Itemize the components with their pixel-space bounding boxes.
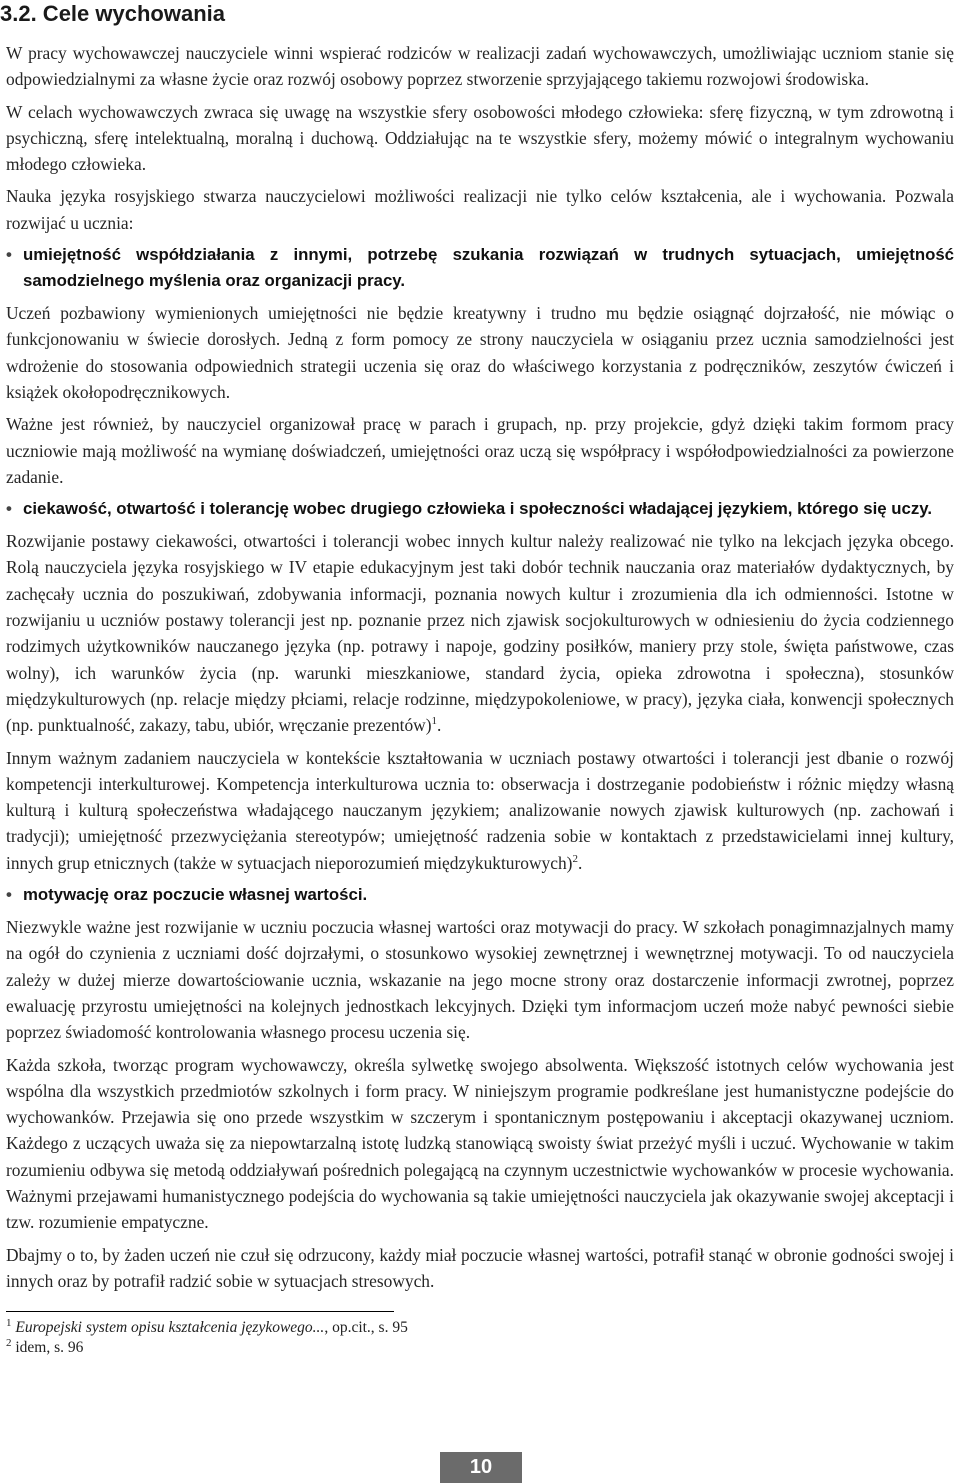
paragraph: W pracy wychowawczej nauczyciele winni wspierać rodziców w realizacji zadań wychowawczych, umożliwiając uczniom stanie się odpowiedzialnymi za własne życie oraz rozwój osobowy poprzez stworzenie sprzyjającego takiemu rozwojowi środowiska. — [6, 43, 954, 90]
bullet-item — [6, 242, 954, 294]
paragraph: Uczeń pozbawiony wymienionych umiejętności nie będzie kreatywny i trudno mu będzie osiągnąć dojrzałość, nie mówiąc o funkcjonowaniu w świecie dorosłych. Jedną z form pomocy ze strony nauczyciela w osiąganiu przez ucznia samodzielności jest wdrożenie do stosowania odpowiednich strategii uczenia się oraz do właściwego korzystania z podręczników, zeszytów ćwiczeń i książek okołopodręcznikowych. — [6, 303, 954, 402]
bullet-icon: • — [6, 885, 12, 905]
paragraph: Rozwijanie postawy ciekawości, otwartości i tolerancji wobec innych kultur należy realizować nie tylko na lekcjach języka obcego. Rolą nauczyciela języka rosyjskiego w IV etapie edukacyjnym jest taki dobór technik nauczania oraz materiałów dydaktycznych, by zachęcały ucznia do poszukiwań, zdobywania informacji, poznania nowych kultur i zrozumienia dla ich odmienności. Istotne w rozwijaniu u uczniów postawy tolerancji jest np. poznanie przez nich zjawisk socjokulturowych w odniesieniu do życia codziennego rodzimych użytkowników nauczanego języka (np. potrawy i napoje, godziny posiłków, maniery przy stole, święta państwowe, czas wolny), ich warunków życia (np. warunki mieszkaniowe, standard życia, opieka zdrowotna i społeczna), stosunków międzykulturowych (np. relacje między płciami, relacje rodzinne, międzypokoleniowe, w pracy), języka ciała, konwencji społecznych (np. punktualność, zakazy, tabu, ubiór, wręczanie prezentów)$^1$. — [6, 531, 954, 736]
footnote-number: 2 — [6, 1337, 12, 1350]
paragraph: W celach wychowawczych zwraca się uwagę na wszystkie sfery osobowości młodego człowieka: sferę fizyczną, w tym zdrowotną i psychiczną, sferę intelektualną, moralną i duchową. Oddziałując na te wszystkie sfery, możemy mówić o integralnym wychowaniu młodego człowieka. — [6, 101, 954, 175]
bullet-text: ciekawość, otwartość i tolerancję wobec drugiego człowieka i społeczności władającej językiem, którego się uczy. — [23, 499, 933, 519]
footnote-text: idem, s. 96 — [15, 1339, 84, 1357]
footnote-number: 1 — [6, 1317, 12, 1330]
paragraph: Ważne jest również, by nauczyciel organizował pracę w parach i grupach, np. przy projekcie, gdyż dzięki takim formom pracy uczniowie mają możliwość na wymianę doświadczeń, umiejętności oraz uczą się współpracy i współodpowiedzialności za powierzone zadanie. — [6, 414, 954, 487]
paragraph: Nauka języka rosyjskiego stwarza nauczycielowi możliwości realizacji nie tylko celów kształcenia, ale i wychowania. Pozwala rozwijać u ucznia: — [6, 186, 954, 233]
footnote-ref[interactable]: 1 — [431, 715, 438, 728]
section-heading: 3.2. Cele wychowania — [0, 1, 225, 26]
footnote-divider — [6, 1311, 394, 1312]
footnote — [6, 1318, 954, 1338]
footnote-title: Europejski system opisu kształcenia językowego... — [15, 1319, 325, 1337]
footnote-ref[interactable]: 2 — [572, 852, 578, 865]
page-number: 10 — [440, 1452, 522, 1483]
paragraph: Dbajmy o to, by żaden uczeń nie czuł się odrzucony, każdy miał poczucie własnej wartości, potrafił stanąć w obronie godności swojej i innych oraz by potrafił radzić sobie w sytuacjach stresowych. — [6, 1244, 954, 1291]
paragraph-text: Innym ważnym zadaniem nauczyciela w kontekście kształtowania w uczniach postawy otwartości i tolerancji jest dbanie o rozwój kompetencji interkulturowej. Kompetencja interkulturowa ucznia to: obserwacja i dostrzeganie podobieństw i różnic między własną kulturą i kulturą społeczeństwa władającego nauczanym językiem; analizowanie nowych zjawisk kulturowych (np. zachowań i tradycji); umiejętność przezwyciężania stereotypów; umiejętność radzenia sobie w kontaktach z przedstawicielami innej kultury, innych grup etnicznych (także w sytuacjach nieporozumień międzykukturowych) — [6, 747, 954, 873]
bullet-icon: • — [6, 499, 12, 519]
footnote — [6, 1338, 954, 1358]
bullet-text: umiejętność współdziałania z innymi, potrzebę szukania rozwiązań w trudnych sytuacjach, umiejętność samodzielnego myślenia oraz organizacji pracy. — [23, 245, 954, 291]
bullet-item — [6, 496, 954, 522]
paragraph: Każda szkoła, tworząc program wychowawczy, określa sylwetkę swojego absolwenta. Większość istotnych celów wychowania jest wspólna dla wszystkich przedmiotów szkolnych i form pracy. W niniejszym programie podkreślane jest humanistyczne podejście do wychowanków. Przejawia się ono przede wszystkim w szczerym i spontanicznym postępowaniu i akceptacji okazywanej uczniom. Każdego z uczących uważa się za niepowtarzalną istotę ludzką stanowiącą swoisty świat przeżyć myśli i uczuć. Wychowanie w takim rozumieniu odbywa się metodą oddziaływań pośrednich polegającą na czynnym uczestnictwie wychowanków w procesie wychowania. Ważnymi przejawami humanistycznego podejścia do wychowania są takie umiejętności nauczyciela jak okazywanie swojej akceptacji i tzw. rozumienie empatyczne. — [6, 1054, 954, 1233]
paragraph-text: Rozwijanie postawy ciekawości, otwartości i tolerancji wobec innych kultur należy realizować nie tylko na lekcjach języka obcego. Rolą nauczyciela języka rosyjskiego w IV etapie edukacyjnym jest taki dobór technik nauczania oraz materiałów dydaktycznych, by zachęcały ucznia do poszukiwań, zdobywania informacji, poznania nowych kultur i zrozumienia dla ich odmienności. Istotne w rozwijaniu u uczniów postawy tolerancji jest np. poznanie przez nich zjawisk socjokulturowych w odniesieniu do życia codziennego rodzimych użytkowników nauczanego języka (np. potrawy i napoje, godziny posiłków, maniery przy stole, święta państwowe, czas wolny), ich warunków życia (np. warunki mieszkaniowe, standard życia, opieka zdrowotna i społeczna), stosunków międzykulturowych (np. relacje między płciami, relacje rodzinne, międzypokoleniowe, w pracy), języka ciała, konwencji społecznych (np. punktualność, zakazy, tabu, ubiór, wręczanie prezentów) — [6, 531, 954, 736]
paragraph: Niezwykle ważne jest rozwijanie w uczniu poczucia własnej wartości oraz motywacji do pracy. W szkołach ponagimnazjalnych mamy na ogół do czynienia z uczniami dość dojrzałymi, o stosunkowo wysokiej zewnętrznej i wewnętrznej motywacji. To od nauczyciela zależy w dużej mierze dowartościowanie ucznia, wskazanie na jego mocne strony oraz dostarczenie informacji zwrotnej, poprzez ewaluację przyrostu umiejętności na kolejnych jednostkach lekcyjnych. Dzięki tym informacjom uczeń może nabyć pewności siebie poprzez świadomość kontrolowania własnego procesu uczenia się. — [6, 917, 954, 1043]
bullet-item — [6, 882, 954, 908]
body-text — [6, 40, 954, 1358]
footnote-text: , op.cit., s. 95 — [324, 1319, 408, 1337]
bullet-icon: • — [6, 245, 12, 265]
paragraph: Innym ważnym zadaniem nauczyciela w kontekście kształtowania w uczniach postawy otwartości i tolerancji jest dbanie o rozwój kompetencji interkulturowej. Kompetencja interkulturowa ucznia to: obserwacja i dostrzeganie podobieństw i różnic między własną kulturą i kulturą społeczeństwa władającego nauczanym językiem; analizowanie nowych zjawisk kulturowych (np. zachowań i tradycji); umiejętność przezwyciężania stereotypów; umiejętność radzenia sobie w kontaktach z przedstawicielami innej kultury, innych grup etnicznych (także w sytuacjach nieporozumień międzykukturowych)$^2$. — [6, 747, 954, 873]
bullet-text: motywację oraz poczucie własnej wartości. — [23, 885, 368, 905]
